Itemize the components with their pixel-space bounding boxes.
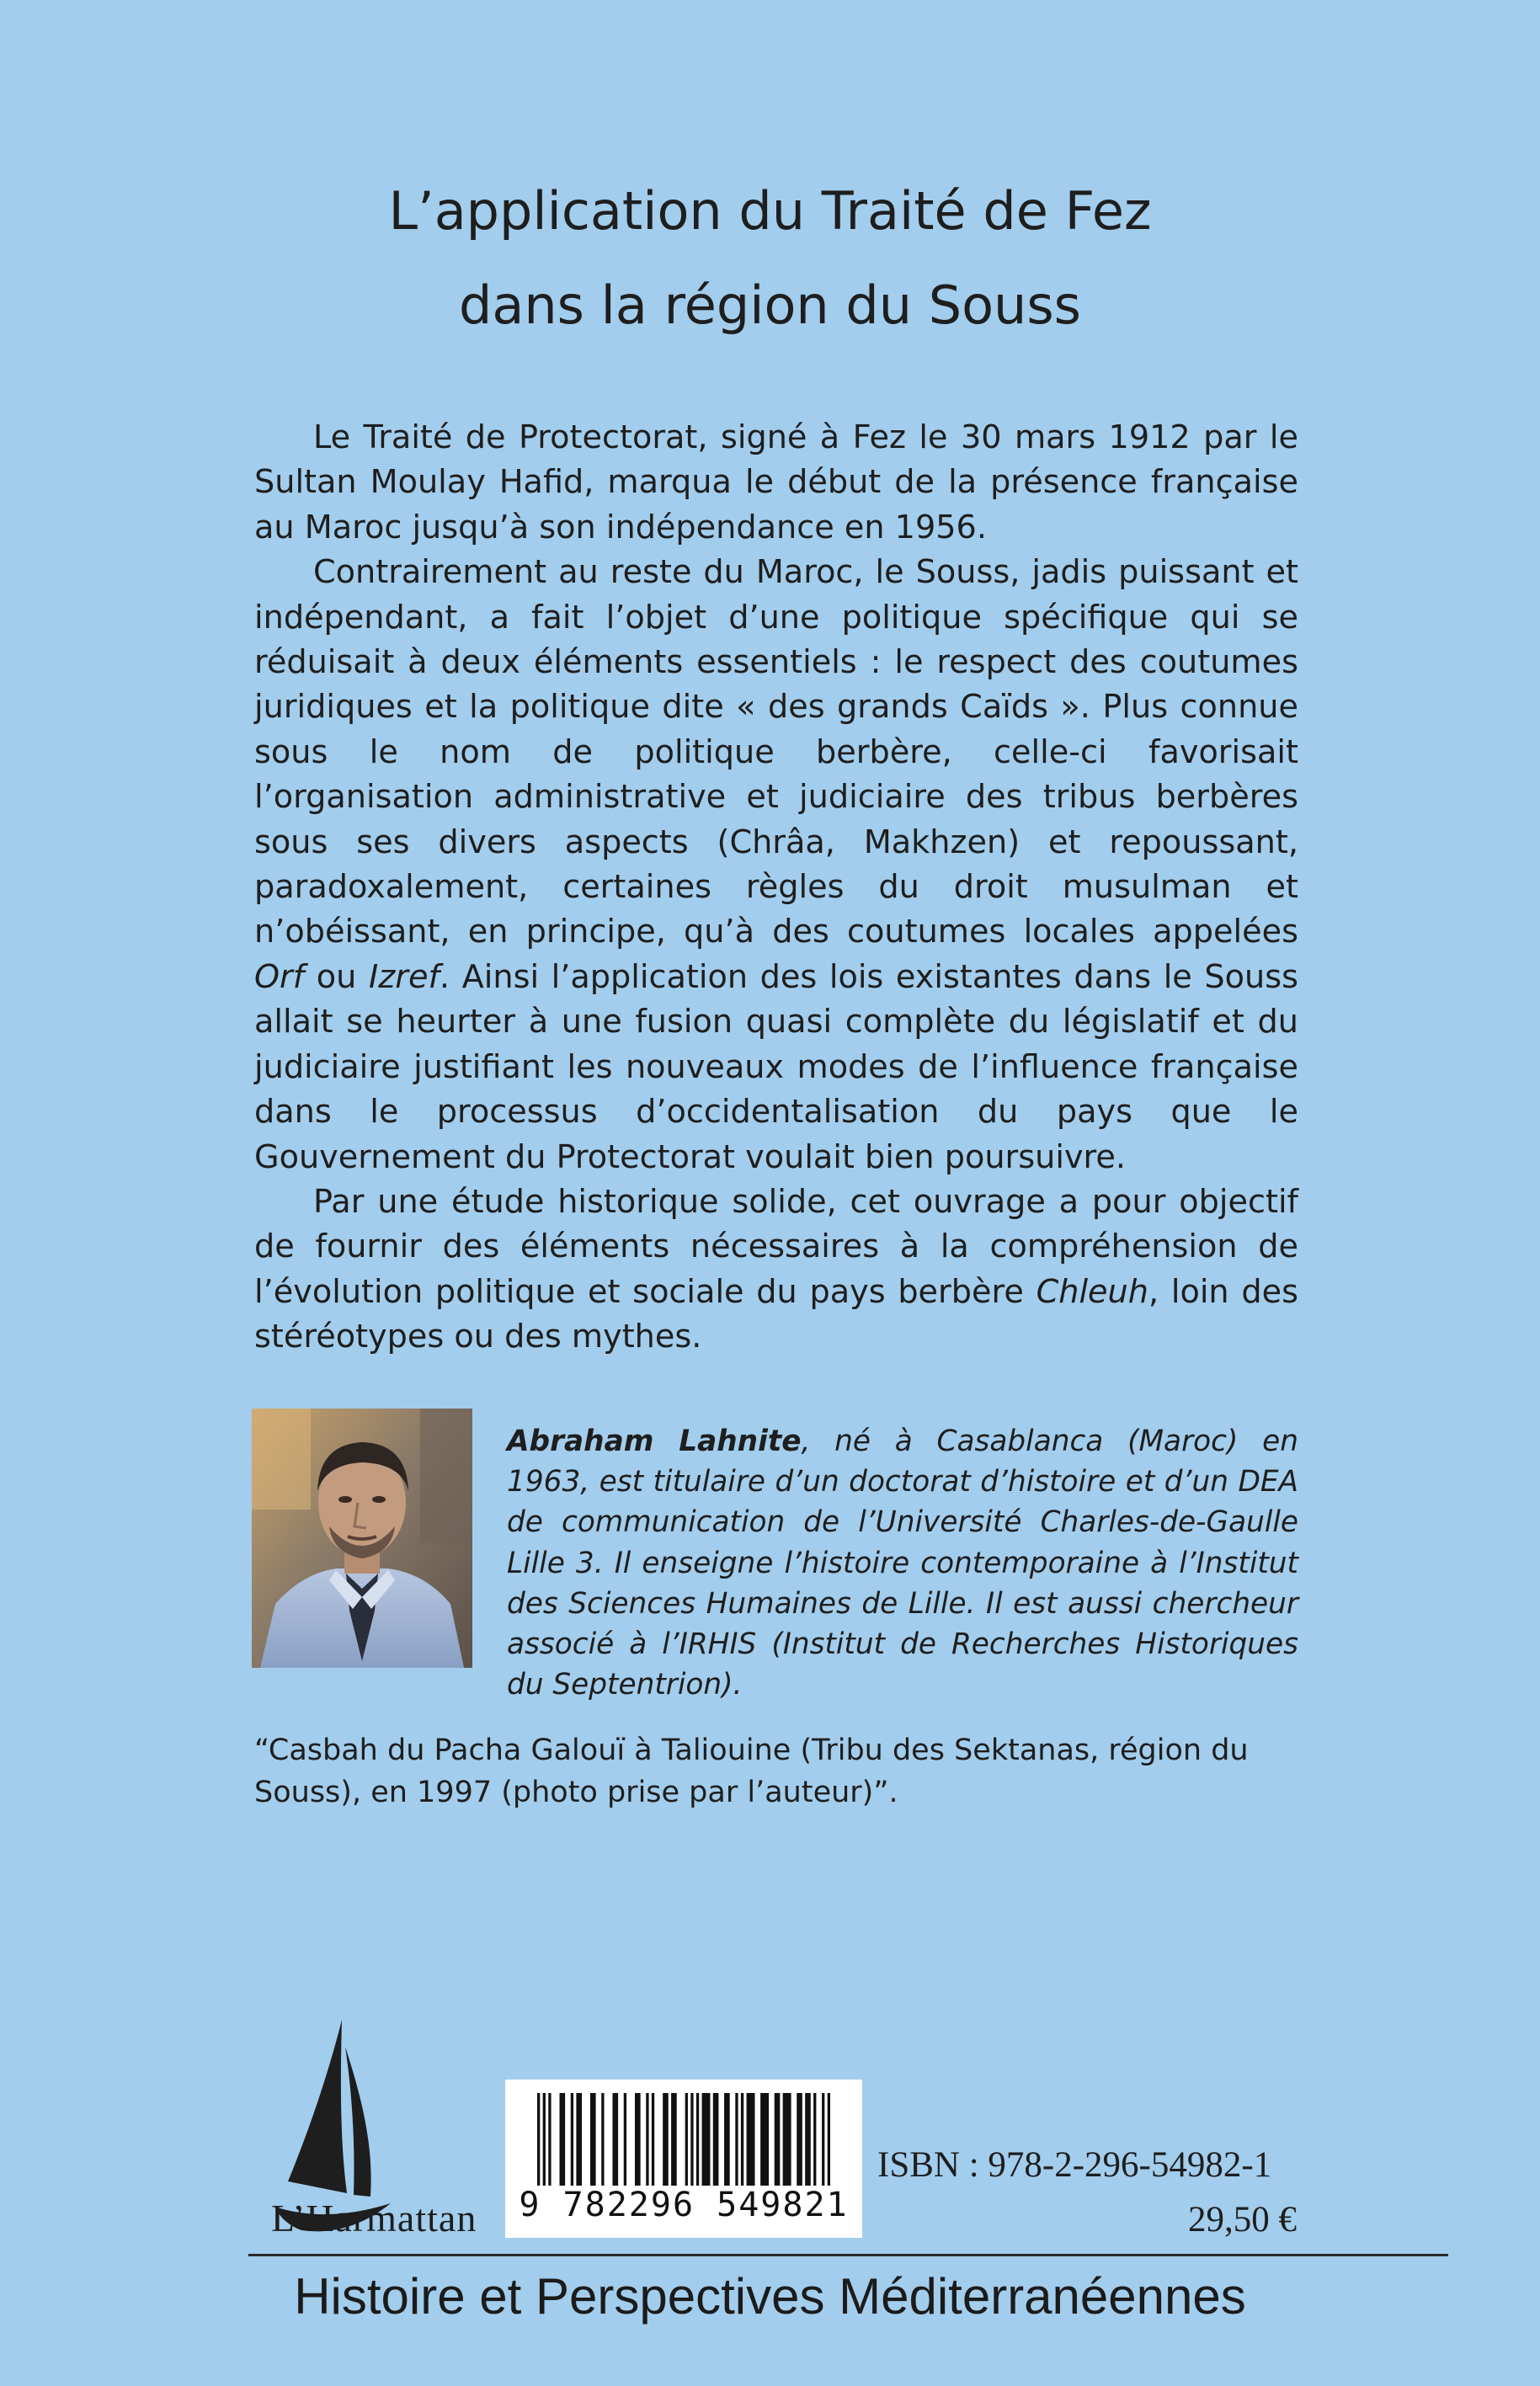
barcode-bar [612,2093,618,2186]
barcode-bar [571,2093,573,2186]
barcode-digits: 9 782296 549821 [519,2186,849,2224]
publisher-name: L’Harmattan [271,2197,477,2240]
barcode [505,2080,862,2238]
barcode-bar [828,2093,830,2186]
barcode-bar [690,2093,693,2186]
barcode-bar [713,2093,719,2186]
author-portrait-icon [252,1409,472,1668]
barcode-bar [590,2093,596,2186]
barcode-bar [652,2093,654,2186]
barcode-bar [635,2093,641,2186]
barcode-bar [783,2093,791,2186]
author-bio-text: , né à Casablanca (Maroc) en 1963, est titulaire d’un doctorat d’histoire et d’un DEA de communication de l’Université Charles-de-Gaulle Lille 3. Il enseigne l’histoire contemporaine à l’Institut des Sciences Humaines de Lille. Il est aussi chercheur associé à l’IRHIS (Institut de Recherches Historiques du Septentrion). [507,1425,1298,1702]
barcode-bar [646,2093,648,2186]
book-title-line-2: dans la région du Souss [459,274,1081,336]
author-name: Abraham Lahnite [507,1425,802,1458]
barcode-bar [724,2093,730,2186]
blurb-p2-text-b: . Ainsi l’application des lois existantes dans le Souss allait se heurter à une fusion quasi complète du législatif et du judiciaire justifiant les nouveaux modes de l’influence française dans le processus d’occidentalisation du pays que le Gouvernement du Protectorat voulait bien poursuivre. [254,958,1298,1176]
back-cover-blurb [254,416,1298,1361]
blurb-p2-conjunction: ou [304,958,369,996]
blurb-p2-text-a: Contrairement au reste du Maroc, le Souss, jadis puissant et indépendant, a fait l’objet d’une politique spécifique qui se réduisait à deux éléments essentiels : le respect des coutumes juridiques et la politique dite « des grands Caïds ». Plus connue sous le nom de politique berbère, celle-ci favorisait l’organisation administrative et judiciaire des tribus berbères sous ses divers aspects (Chrâa, Makhzen) et repoussant, paradoxalement, certaines règles du droit musulman et n’obéissant, en principe, qu’à des coutumes locales appelées [254,554,1298,951]
barcode-bar [813,2093,816,2186]
book-title [0,164,1540,353]
blurb-paragraph-3 [254,1180,1298,1361]
barcode-bar [624,2093,626,2186]
barcode-bar [822,2093,824,2186]
author-bio [507,1421,1298,1705]
barcode-bar [537,2093,540,2186]
barcode-bar [735,2093,738,2186]
blurb-term-izref: Izref [368,958,440,996]
blurb-paragraph-1: Le Traité de Protectorat, signé à Fez le 30 mars 1912 par le Sultan Moulay Hafid, marqua le début de la présence française au Maroc jusqu’à son indépendance en 1956. [254,419,1298,546]
barcode-bar [671,2093,677,2186]
barcode-bar [543,2093,546,2186]
blurb-paragraph-2 [254,551,1298,1180]
barcode-bar [741,2093,743,2186]
barcode-bar [696,2093,699,2186]
barcode-bar [548,2093,551,2186]
blurb-p3-text-b: , loin des stéréotypes ou des mythes. [254,1273,1298,1356]
divider-line [248,2254,1448,2256]
barcode-bar [685,2093,688,2186]
barcode-bars-icon [537,2093,830,2186]
blurb-p3-text-a: Par une étude historique solide, cet ouvrage a pour objectif de fournir des éléments nécessaires à la compréhension de l’évolution politique et sociale du pays berbère [254,1183,1298,1311]
barcode-bar [760,2093,769,2186]
barcode-bar [601,2093,604,2186]
barcode-bar [576,2093,582,2186]
barcode-bar [805,2093,811,2186]
isbn: ISBN : 978-2-296-54982-1 [877,2145,1272,2185]
barcode-bar [702,2093,711,2186]
book-title-line-1: L’application du Traité de Fez [388,180,1152,242]
photo-caption: “Casbah du Pacha Galouï à Taliouine (Tribu des Sektanas, région du Souss), en 1997 (photo prise par l’auteur)”. [254,1734,1249,1809]
price: 29,50 € [1188,2200,1297,2240]
barcode-bar [747,2093,755,2186]
barcode-bar [663,2093,669,2186]
series-title: Histoire et Perspectives Méditerranéennes [294,2268,1246,2325]
blurb-term-chleuh: Chleuh [1036,1273,1148,1311]
barcode-bar [775,2093,781,2186]
barcode-bar [560,2093,566,2186]
blurb-term-orf: Orf [254,958,305,996]
author-photo [252,1409,472,1668]
barcode-bar [797,2093,802,2186]
